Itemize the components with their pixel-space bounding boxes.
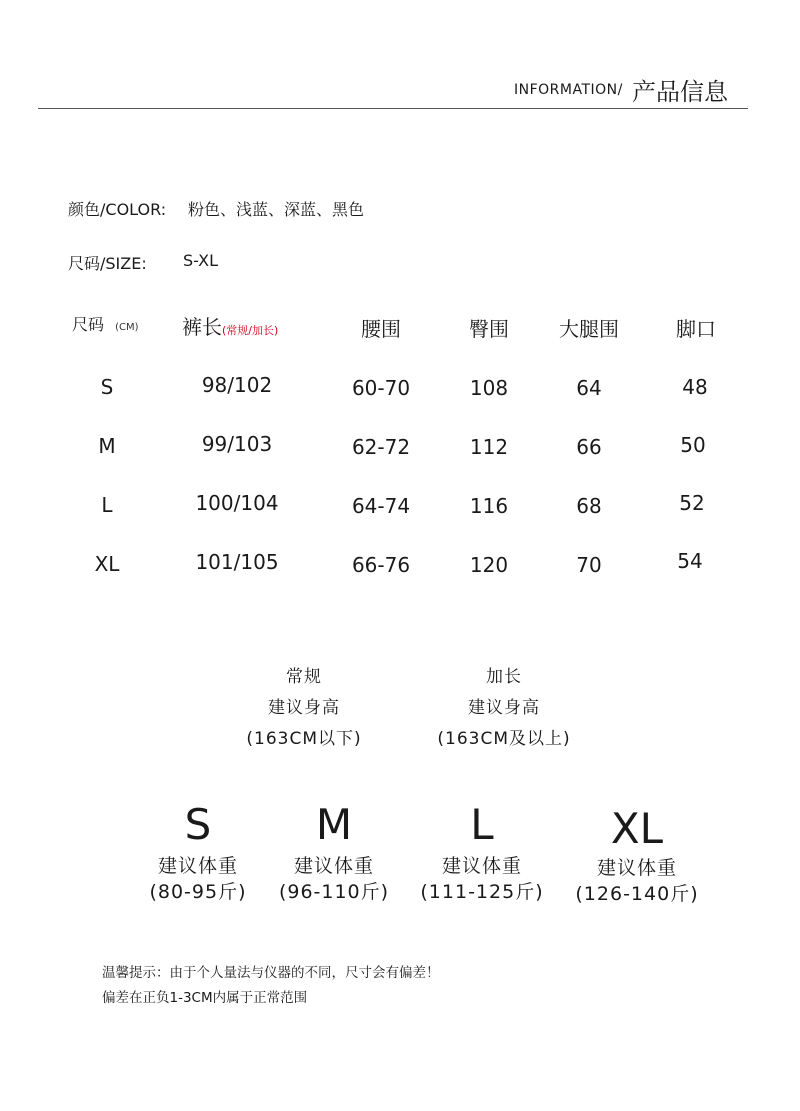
table-cell-hip: 120 bbox=[469, 553, 509, 577]
table-header-length-label: 裤长 bbox=[182, 315, 222, 339]
height-recommend-title: 常规 bbox=[286, 667, 322, 687]
table-header-hem: 脚口 bbox=[676, 317, 716, 341]
weight-recommend-size: XL bbox=[610, 804, 664, 853]
color-label: 颜色/COLOR: bbox=[68, 200, 167, 219]
table-header-size bbox=[72, 312, 139, 335]
height-recommend-label: 建议身高 bbox=[468, 698, 540, 718]
table-cell-waist: 66-76 bbox=[351, 553, 411, 577]
table-cell-hip: 112 bbox=[469, 435, 509, 459]
size-label: 尺码/SIZE: bbox=[68, 254, 147, 273]
weight-recommend-range: (80-95斤) bbox=[149, 881, 247, 903]
header-title-en: INFORMATION/ bbox=[514, 82, 623, 98]
weight-recommend-label: 建议体重 bbox=[596, 857, 677, 879]
weight-recommend-range: (111-125斤) bbox=[420, 881, 544, 903]
weight-recommend-range: (126-140斤) bbox=[575, 883, 699, 905]
table-cell-thigh: 70 bbox=[576, 553, 602, 577]
table-cell-waist: 62-72 bbox=[351, 435, 411, 459]
table-header-waist: 腰围 bbox=[361, 317, 401, 341]
header-title-cn: 产品信息 bbox=[632, 78, 728, 106]
table-cell-size: L bbox=[101, 493, 113, 517]
table-cell-hem: 52 bbox=[679, 491, 705, 515]
table-cell-waist: 64-74 bbox=[351, 494, 411, 518]
table-header-size-unit: (CM) bbox=[115, 322, 139, 333]
weight-recommend-label: 建议体重 bbox=[441, 855, 522, 877]
table-cell-waist: 60-70 bbox=[351, 376, 411, 400]
table-cell-hem: 54 bbox=[677, 549, 703, 573]
table-cell-length: 101/105 bbox=[195, 550, 279, 574]
weight-recommend-range: (96-110斤) bbox=[278, 881, 390, 903]
table-header-size-label: 尺码 bbox=[72, 315, 105, 334]
table-cell-length: 98/102 bbox=[201, 373, 273, 397]
table-header-length-note: (常规/加长) bbox=[222, 324, 279, 337]
header-divider bbox=[38, 108, 748, 109]
table-cell-hem: 48 bbox=[682, 375, 708, 399]
table-header-length bbox=[182, 311, 278, 340]
height-recommend-range: (163CM及以上) bbox=[437, 729, 571, 749]
weight-recommend-size: L bbox=[470, 800, 494, 849]
table-cell-thigh: 66 bbox=[576, 435, 602, 459]
table-header-hip: 臀围 bbox=[469, 317, 509, 341]
table-cell-thigh: 64 bbox=[576, 376, 602, 400]
table-cell-thigh: 68 bbox=[576, 494, 602, 518]
weight-recommend-label: 建议体重 bbox=[157, 855, 238, 877]
height-recommend-title: 加长 bbox=[486, 667, 522, 687]
table-cell-size: S bbox=[100, 375, 114, 399]
color-value: 粉色、浅蓝、深蓝、黑色 bbox=[188, 200, 365, 219]
table-cell-size: XL bbox=[94, 552, 120, 576]
table-cell-hip: 116 bbox=[469, 494, 509, 518]
table-cell-length: 99/103 bbox=[201, 432, 273, 456]
table-cell-size: M bbox=[98, 434, 116, 458]
weight-recommend-size: S bbox=[184, 800, 212, 849]
table-cell-hem: 50 bbox=[680, 433, 706, 457]
weight-recommend-label: 建议体重 bbox=[293, 855, 374, 877]
height-recommend-range: (163CM以下) bbox=[246, 729, 362, 749]
table-cell-hip: 108 bbox=[469, 376, 509, 400]
table-header-thigh: 大腿围 bbox=[559, 317, 619, 341]
height-recommend-label: 建议身高 bbox=[268, 698, 340, 718]
weight-recommend-size: M bbox=[315, 800, 353, 849]
tip-line-1: 温馨提示：由于个人量法与仪器的不同，尺寸会有偏差！ bbox=[102, 965, 440, 981]
table-cell-length: 100/104 bbox=[195, 491, 279, 515]
tip-line-2: 偏差在正负1-3CM内属于正常范围 bbox=[102, 990, 308, 1006]
size-value: S-XL bbox=[183, 251, 219, 270]
